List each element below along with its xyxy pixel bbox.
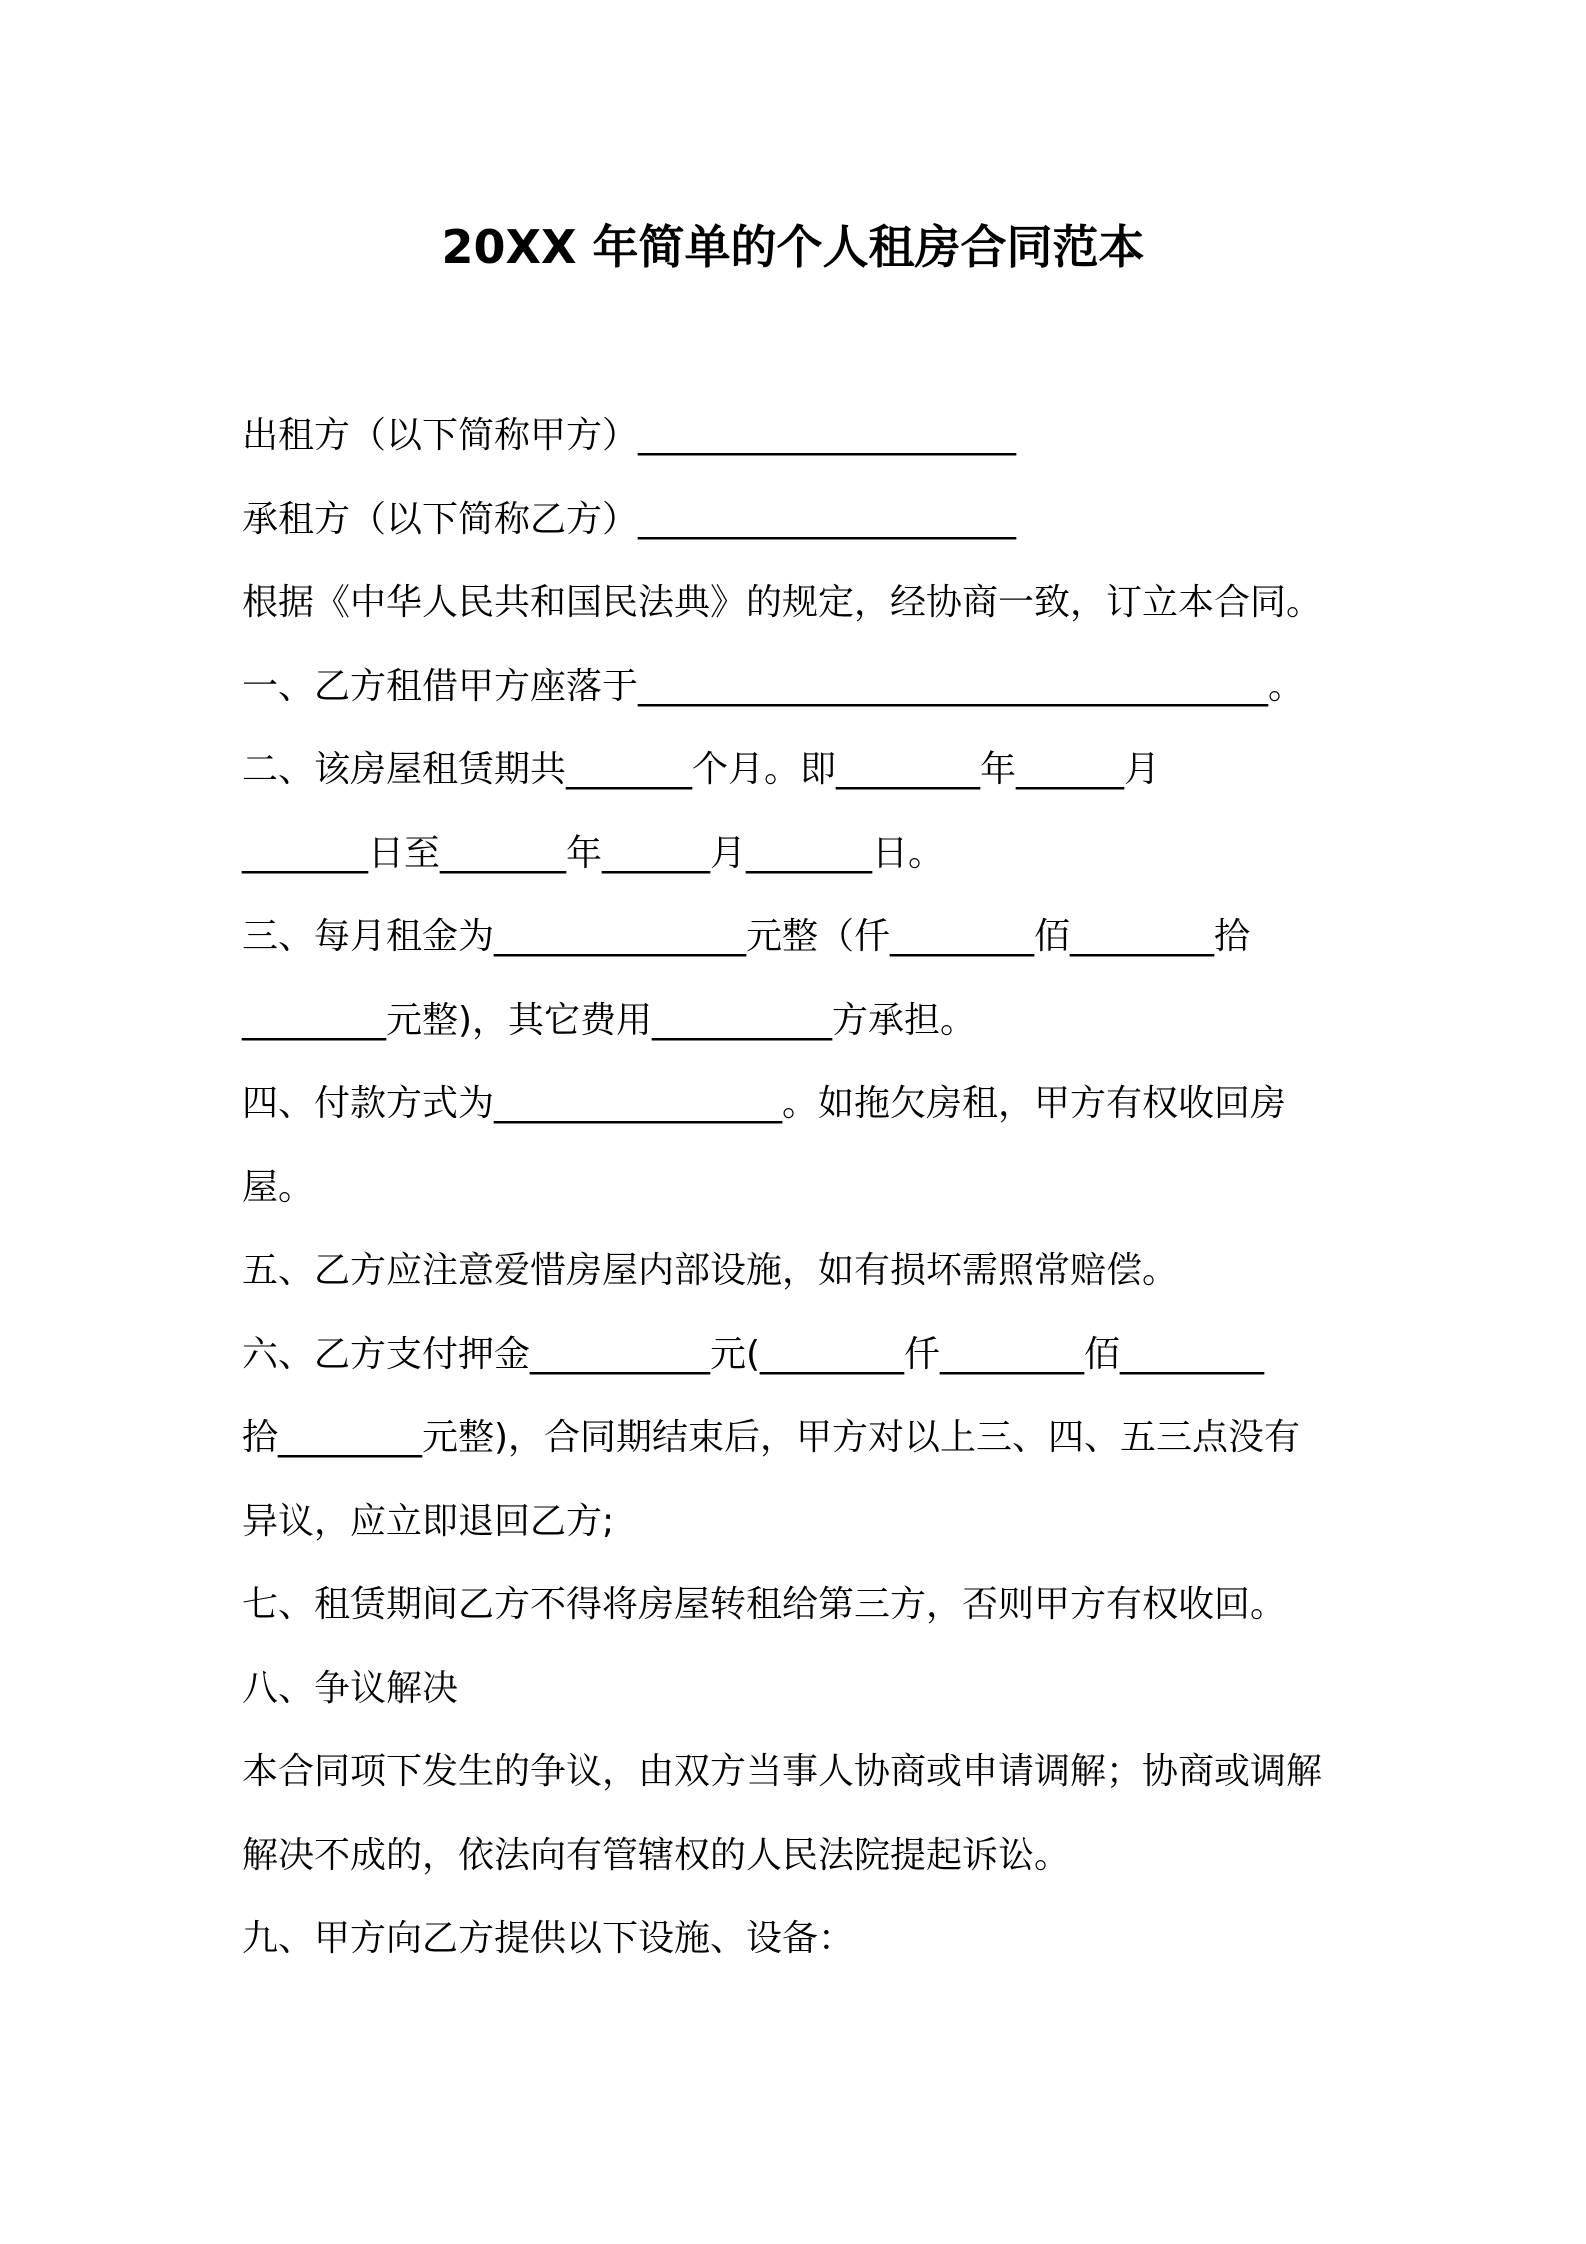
clause-5-line: 五、乙方应注意爱惜房屋内部设施，如有损坏需照常赔偿。: [242, 1250, 1179, 1291]
clause-6-line-3: 异议，应立即退回乙方;: [242, 1501, 615, 1542]
clause-2-line-1: 二、该房屋租赁期共_______个月。即________年______月: [242, 749, 1161, 790]
clause-6-line-2: 拾________元整)，合同期结束后，甲方对以上三、四、五三点没有: [242, 1417, 1301, 1458]
document-title: 20XX 年简单的个人租房合同范本: [441, 220, 1145, 274]
preamble-line: 根据《中华人民共和国民法典》的规定，经协商一致，订立本合同。: [242, 582, 1323, 623]
clause-1-line: 一、乙方租借甲方座落于___________________________________。: [242, 666, 1305, 707]
clause-2-line-2: _______日至_______年______月_______日。: [242, 833, 944, 874]
clause-3-line-2: ________元整)，其它费用__________方承担。: [242, 1000, 977, 1041]
lessor-line: 出租方（以下简称甲方）_____________________: [242, 415, 1017, 456]
clause-9-line: 九、甲方向乙方提供以下设施、设备：: [242, 1918, 855, 1959]
clause-4-line-2: 屋。: [242, 1167, 315, 1208]
clause-8-body-line-2: 解决不成的，依法向有管辖权的人民法院提起诉讼。: [242, 1835, 1071, 1876]
clause-8-heading: 八、争议解决: [242, 1668, 459, 1709]
clause-8-body-line-1: 本合同项下发生的争议，由双方当事人协商或申请调解；协商或调解: [242, 1751, 1323, 1792]
clause-4-line-1: 四、付款方式为________________。如拖欠房租，甲方有权收回房: [242, 1083, 1287, 1124]
clause-7-line: 七、租赁期间乙方不得将房屋转租给第三方，否则甲方有权收回。: [242, 1584, 1287, 1625]
clause-3-line-1: 三、每月租金为______________元整（仟________佰________拾: [242, 916, 1251, 957]
lessee-line: 承租方（以下简称乙方）_____________________: [242, 499, 1017, 540]
clause-6-line-1: 六、乙方支付押金__________元(________仟________佰________: [242, 1334, 1265, 1375]
